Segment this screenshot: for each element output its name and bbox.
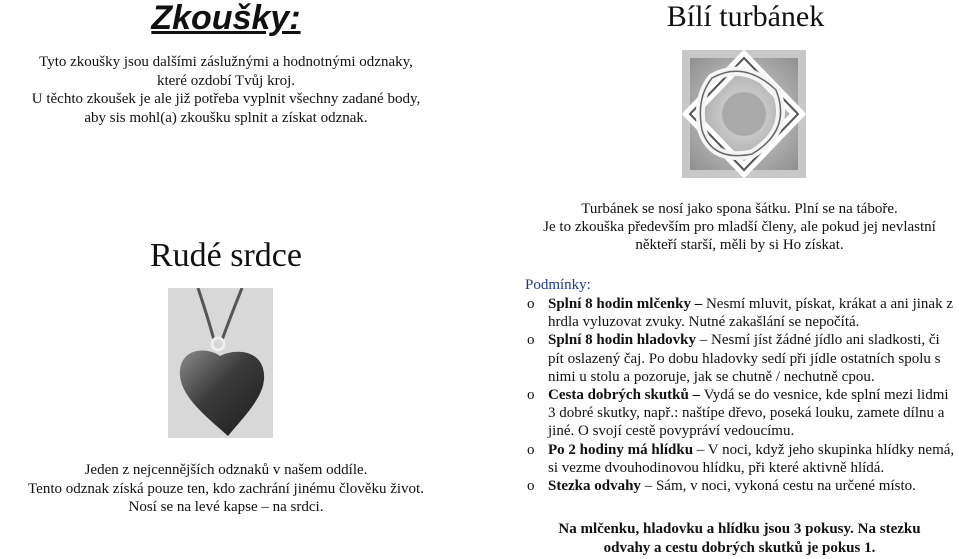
- bullet-marker: o: [527, 441, 535, 458]
- caption-line: Jeden z nejcennějších odznaků v našem oddíle.: [84, 462, 368, 478]
- heart-pendant-image: [168, 288, 273, 438]
- note-line: odvahy a cestu dobrých skutků je pokus 1.: [603, 540, 876, 556]
- badge-title-rude-srdce: Rudé srdce: [149, 237, 302, 274]
- attempts-note: [520, 520, 959, 558]
- condition-title: Stezka odvahy: [548, 478, 641, 495]
- condition-title: Splní 8 hodin mlčenky –: [548, 296, 703, 312]
- page-title-zkousky: Zkoušky:: [151, 0, 301, 37]
- condition-item: [525, 477, 959, 495]
- heart-caption: [0, 461, 452, 517]
- intro-paragraph: [0, 53, 452, 127]
- condition-text: Nesmí mluvit, pískat, krákat a ani jinak z hrdla vyluzovat zvuky. Nutné zakašlání se nepočítá.: [548, 296, 953, 331]
- bullet-marker: o: [527, 387, 535, 404]
- caption-line: Tento odznak získá pouze ten, kdo zachrání jinému člověku život.: [28, 480, 424, 497]
- turban-knot-image: [682, 50, 806, 178]
- turban-intro: [520, 201, 959, 254]
- caption-line: Nosí se na levé kapse – na srdci.: [128, 499, 324, 515]
- intro-line: Tyto zkoušky jsou dalšími záslužnými a hodnotnými odznaky,: [39, 54, 413, 70]
- conditions-label: Podmínky:: [525, 277, 591, 293]
- condition-text: – Sám, v noci, vykoná cestu na určené místo.: [640, 478, 916, 495]
- page-title-bili-turbanek: Bílí turbánek: [666, 0, 825, 33]
- condition-text: – Nesmí jíst žádné jídlo ani sladkosti, či pít oslazený čaj. Po dobu hladovky sedí při jídle ostatních spolu s nimi u stolu a pozoruje, jak se chutně / nechutně cpou.: [548, 332, 941, 385]
- condition-text: Vydá se do vesnice, kde splní mezi lidmi 3 dobré skutky, např.: naštípe dřevo, poseká louku, zamete dílnu a jiné. O svojí cestě povypráví vedoucímu.: [548, 387, 949, 440]
- condition-item: [525, 386, 959, 441]
- intro-line: které ozdobí Tvůj kroj.: [156, 72, 296, 89]
- condition-item: [525, 295, 959, 331]
- intro-line: U těchto zkoušek je ale již potřeba vyplnit všechny zadané body,: [31, 91, 421, 107]
- bullet-marker: o: [527, 296, 535, 312]
- note-line: Na mlčenku, hladovku a hlídku jsou 3 pokusy. Na stezku: [558, 521, 921, 537]
- condition-item: [525, 331, 959, 386]
- condition-text: – V noci, když jeho skupinka hlídky nemá, si vezme dvouhodinovou hlídku, při které aktivně hlídá.: [548, 441, 955, 476]
- conditions-list: [525, 295, 959, 495]
- condition-title: Cesta dobrých skutků –: [548, 387, 701, 404]
- condition-title: Splní 8 hodin hladovky: [548, 332, 697, 349]
- condition-item: [525, 441, 959, 477]
- bullet-marker: o: [527, 478, 535, 495]
- condition-title: Po 2 hodiny má hlídku: [548, 441, 694, 458]
- intro-line: aby sis mohl(a) zkoušku splnit a získat odznak.: [84, 109, 368, 126]
- bullet-marker: o: [527, 332, 535, 349]
- intro-line: někteří starší, měli by si Ho získat.: [635, 236, 844, 253]
- intro-line: Turbánek se nosí jako spona šátku. Plní se na táboře.: [581, 201, 898, 217]
- intro-line: Je to zkouška především pro mladší členy, ale pokud jej nevlastní: [543, 218, 936, 235]
